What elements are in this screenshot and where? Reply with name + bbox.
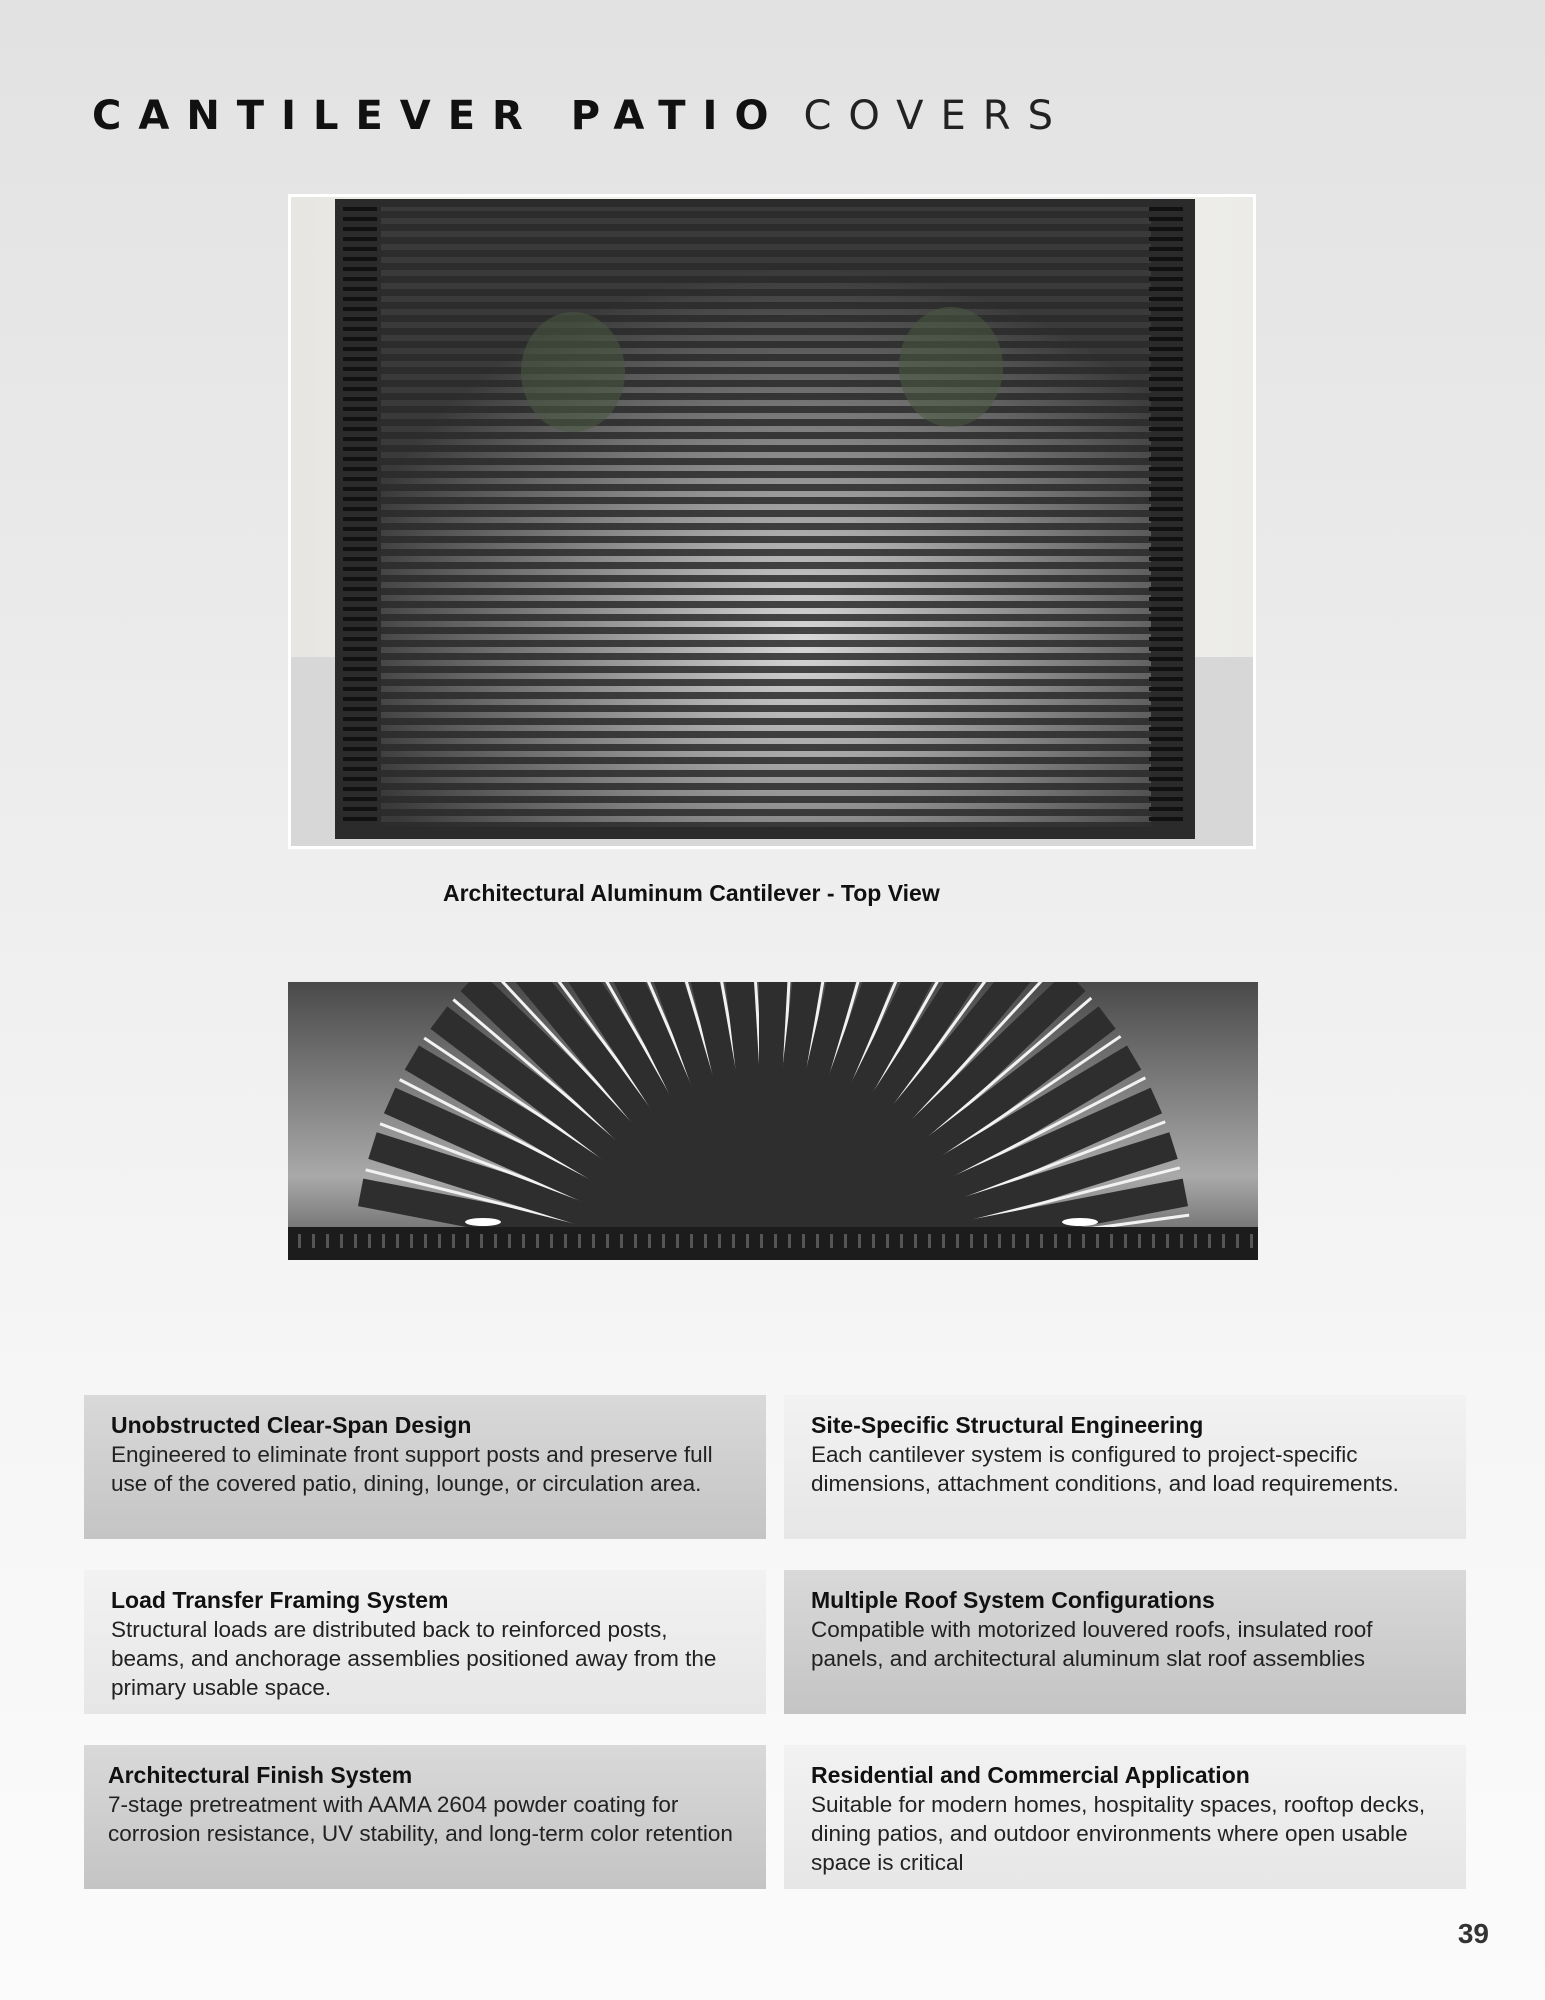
feature-title: Residential and Commercial Application (811, 1762, 1250, 1788)
feature-text: 7-stage pretreatment with AAMA 2604 powder coating for corrosion resistance, UV stability, and long-term color retention (108, 1792, 733, 1846)
feature-text: Each cantilever system is configured to project-specific dimensions, attachment conditions, and load requirements. (811, 1442, 1399, 1496)
slat-roof-top-view-image (291, 197, 1253, 846)
feature-card-structural-engineering (784, 1395, 1466, 1539)
feature-title: Load Transfer Framing System (111, 1587, 449, 1613)
feature-title: Multiple Roof System Configurations (811, 1587, 1215, 1613)
top-view-photo (288, 194, 1256, 849)
feature-card-finish-system (84, 1745, 766, 1889)
underside-photo (288, 982, 1258, 1260)
photo-caption: Architectural Aluminum Cantilever - Top View (443, 880, 940, 906)
feature-text: Structural loads are distributed back to reinforced posts, beams, and anchorage assemblies positioned away from the primary usable space. (111, 1617, 717, 1700)
feature-card-clear-span (84, 1395, 766, 1539)
feature-text: Engineered to eliminate front support posts and preserve full use of the covered patio, dining, lounge, or circulation area. (111, 1442, 713, 1496)
feature-title: Site-Specific Structural Engineering (811, 1412, 1204, 1438)
feature-card-roof-configurations (784, 1570, 1466, 1714)
page-title (92, 92, 1070, 140)
feature-title: Architectural Finish System (108, 1762, 413, 1788)
page-number: 39 (1457, 1918, 1489, 1949)
title-bold: CANTILEVER PATIO (92, 93, 786, 139)
feature-card-application (784, 1745, 1466, 1889)
slat-roof-underside-image (288, 982, 1258, 1260)
feature-text: Compatible with motorized louvered roofs, insulated roof panels, and architectural aluminum slat roof assemblies (811, 1617, 1373, 1671)
feature-card-load-transfer (84, 1570, 766, 1714)
feature-text: Suitable for modern homes, hospitality spaces, rooftop decks, dining patios, and outdoor environments where open usable space is critical (811, 1792, 1426, 1875)
title-light: COVERS (803, 93, 1070, 139)
feature-title: Unobstructed Clear-Span Design (111, 1412, 472, 1438)
